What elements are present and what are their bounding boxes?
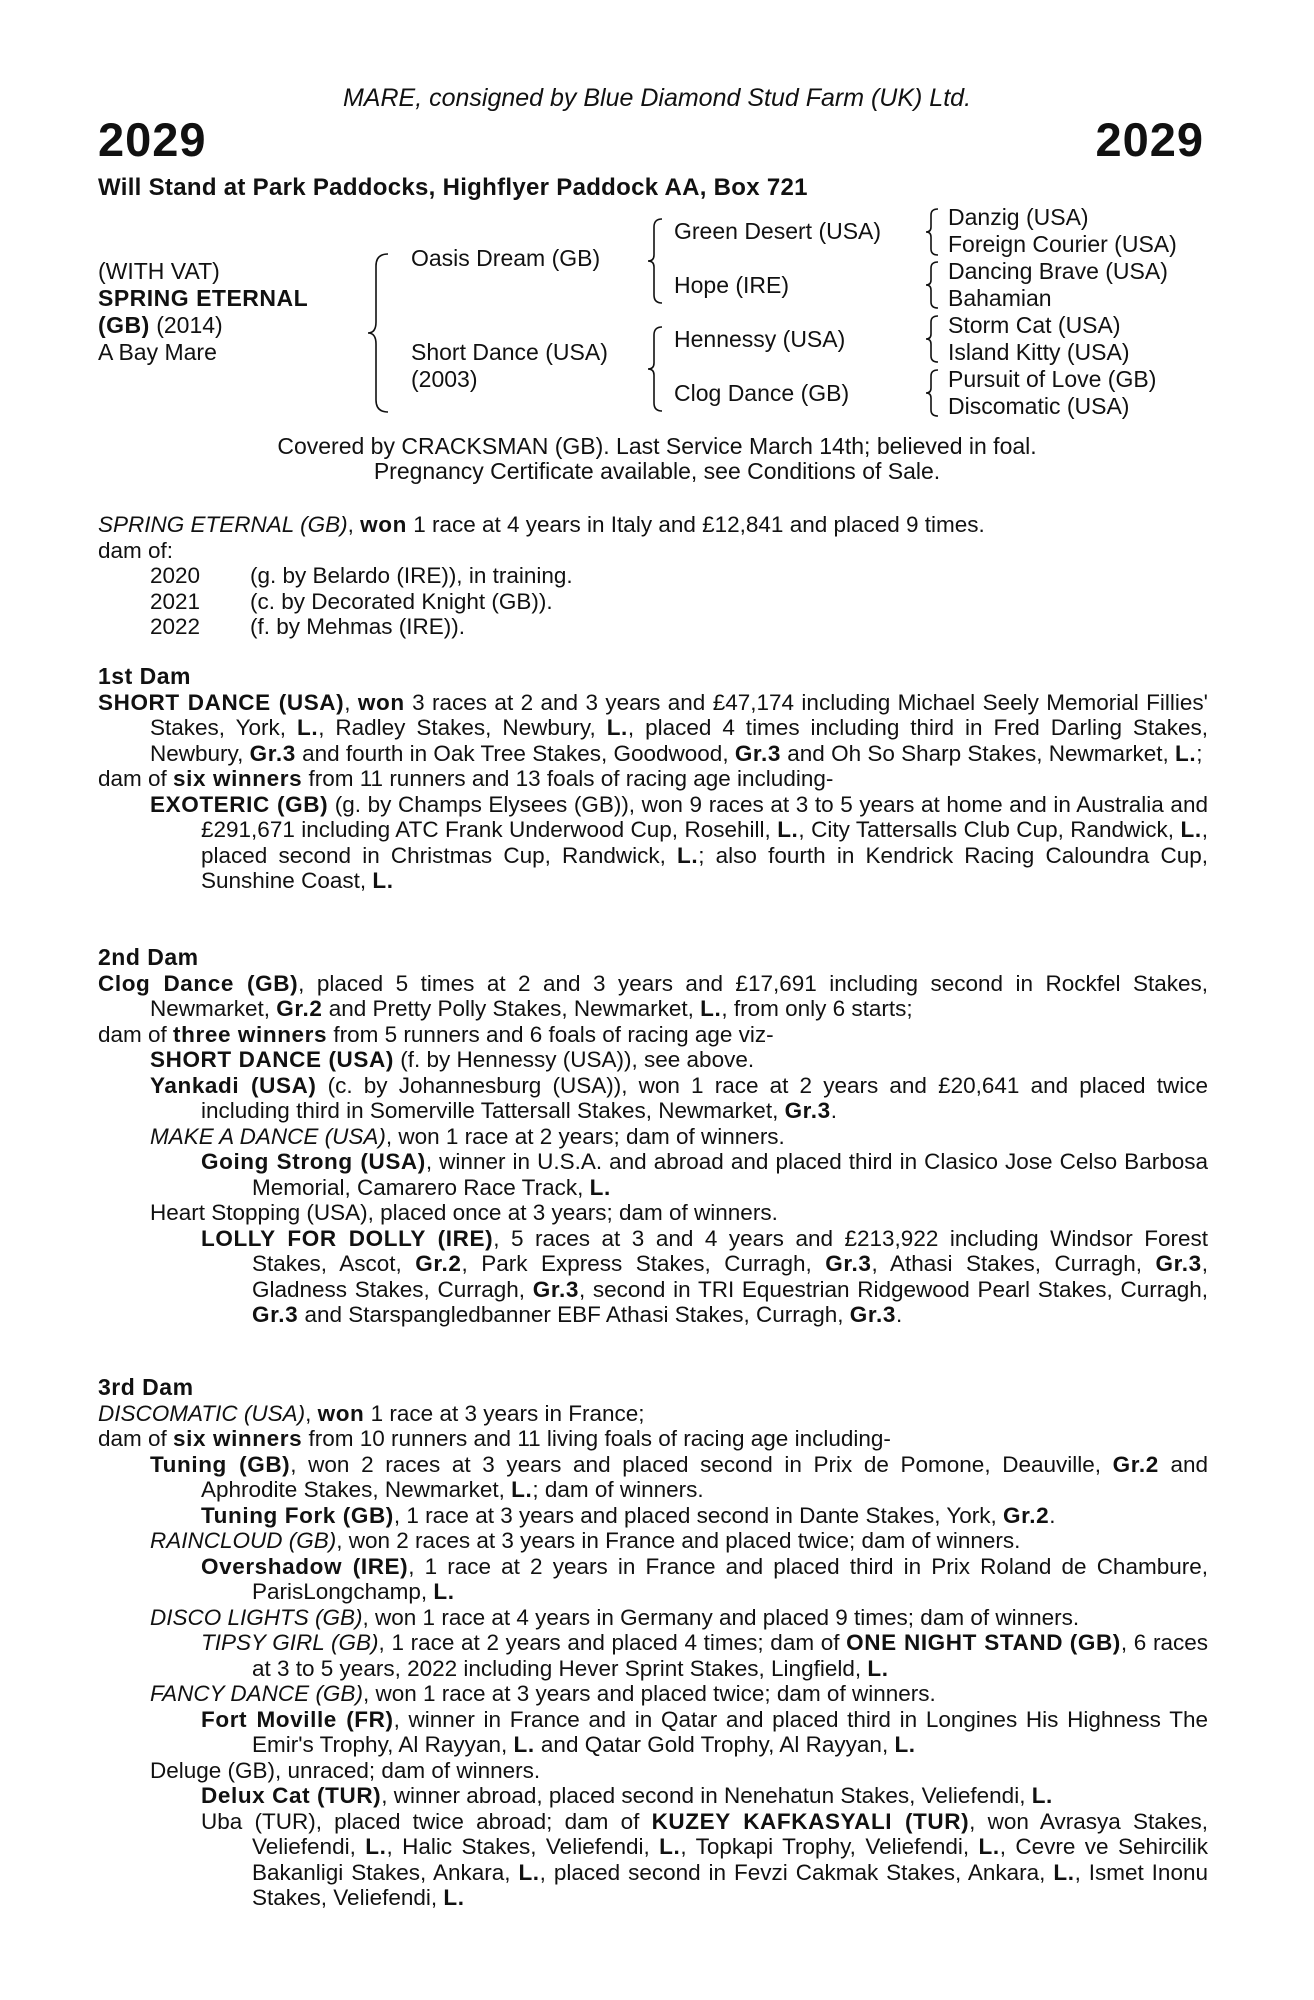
text-run: L. [659,1834,681,1859]
text-run: dam of [98,766,174,791]
sire-sire: Green Desert (USA) [674,218,882,244]
text-run: , from only 6 starts; [721,996,913,1021]
text-run: L. [589,1174,611,1200]
text-run: , 6 races at 3 to 5 years, 2022 including Hever Sprint Stakes, Lingfield, [252,1630,1208,1681]
text-run: L. [1053,1859,1075,1885]
text-run: Uba (TUR), placed twice abroad; dam of [201,1808,652,1834]
consignor-line: MARE, consigned by Blue Diamond Stud Farm (UK) Ltd. [342,84,972,112]
first-dam-section [98,664,1208,894]
text-run: Gr.3 [734,740,782,766]
text-run: SHORT DANCE (USA) [98,689,345,715]
second-dam-produce-summary [98,1022,1208,1048]
text-run: , winner in France and in Qatar and placed third in Longines His [393,1706,1059,1732]
first-dam-produce-summary [98,766,1208,792]
text-run: L. [867,1655,889,1681]
text-run: DISCO LIGHTS (GB) [150,1604,363,1630]
text-run: and fourth in Oak Tree Stakes, Goodwood, [295,740,735,766]
text-run: Heart Stopping (USA), placed once at 3 years; dam of winners. [150,1200,778,1225]
vat-note: (WITH VAT) [98,258,220,284]
first-dam-heading: 1st Dam [98,663,191,689]
text-run: L. [513,1732,535,1757]
third-dam-line [98,1401,1208,1427]
text-run: won [317,1400,365,1426]
produce-text: (c. by Decorated Knight (GB)). [250,588,553,614]
text-run: , 5 races at 3 and 4 years and £213,922 including Windsor [493,1225,1133,1251]
text-run: dam of [98,1021,174,1047]
text-run: Curragh, [1054,1251,1156,1276]
text-run: from 5 runners and 6 foals of racing age viz- [327,1021,774,1047]
ggd-dds: Pursuit of Love (GB) [948,366,1157,392]
text-run: , 1 race at 2 years and placed 4 times; dam of [378,1630,847,1655]
dam-year: (2003) [411,366,478,392]
text-run: L. [1031,1783,1053,1808]
dam-name [411,339,608,393]
text-run: Stakes, Curragh, [674,1302,850,1327]
brace-gd3 [924,314,942,364]
produce-short-dance [98,1047,1208,1073]
second-dam-section [98,945,1208,1328]
text-run: Ridgewood Pearl Stakes, Curragh, [857,1276,1208,1302]
text-run: won [357,689,405,715]
dam-dam: Clog Dance (GB) [674,380,850,406]
text-run: . [1049,1502,1056,1528]
second-dam-heading: 2nd Dam [98,944,199,970]
text-run: Gr.3 [784,1098,831,1123]
racing-summary: 1 race at 4 years in Italy and £12,841 and placed 9 times. [406,512,985,537]
produce-tuning [98,1452,1208,1503]
text-run: Gr.3 [249,740,296,766]
text-run: Australia and £291,671 including ATC Frank Underwood Cup, Rosehill, [201,791,1208,842]
text-run: L. [894,1732,916,1757]
text-run: (g. by Champs Elysees (GB)), won 9 races at 3 to 5 years at home and in [328,791,1071,817]
text-run: , winner abroad, placed second in Nenehatun Stakes, Veliefendi, [381,1783,1032,1808]
text-run: six winners [173,1426,303,1451]
sire-name: Oasis Dream (GB) [411,245,601,271]
text-run: , City [798,817,850,842]
text-run: Gr.2 [276,996,323,1021]
lot-number-left: 2029 [98,113,207,166]
text-run: L. [1174,740,1197,766]
text-run: Tattersalls Club Cup, Randwick, [855,817,1181,842]
text-run: Oh So Sharp Stakes, Newmarket, [831,740,1175,766]
text-run: FANCY DANCE (GB) [150,1681,363,1706]
ggd-sss: Danzig (USA) [948,204,1089,230]
text-run: , won 1 race at 3 years and placed twice; dam of winners. [362,1681,936,1706]
text-run: L. [365,1834,387,1859]
text-run: Yankadi (USA) [150,1072,317,1098]
produce-list [150,563,573,640]
text-run: ; also [698,842,757,868]
text-run: Delux Cat (TUR) [201,1783,382,1808]
covering-line: Covered by CRACKSMAN (GB). Last Service March 14th; believed in foal. [277,433,1037,459]
text-run: , won 1 race at 2 years; dam of winners. [385,1123,785,1149]
text-run: Going Strong (USA) [201,1149,426,1174]
text-run: , Halic Stakes, Veliefendi, [386,1834,660,1859]
text-run: SHORT DANCE (USA) [150,1047,394,1072]
text-run: L. [518,1859,540,1885]
text-run: Overshadow (IRE) [201,1553,409,1579]
text-run: , won 2 races at 3 years in France and placed twice; dam of winners. [336,1528,1021,1553]
text-run: LOLLY FOR DOLLY (IRE) [201,1225,494,1251]
text-run: L. [296,715,319,740]
text-run: (GB) [1069,1630,1121,1655]
text-run: , winner in U.S.A. and abroad and placed third in Clasico Jose [425,1149,1053,1174]
third-dam-heading: 3rd Dam [98,1374,194,1400]
dam-of-label: dam of: [98,537,174,563]
produce-fort-moville [98,1707,1208,1758]
produce-overshadow [98,1554,1208,1605]
text-run: , second in TRI Equestrian [578,1276,850,1302]
dam-name-line1: Short Dance (USA) [411,339,608,365]
text-run: , Cevre ve Sehircilik Bakanligi Stakes, Ankara, [252,1834,1208,1885]
produce-lolly-for-dolly [98,1226,1208,1328]
text-run: Stakes, Newmarket, [150,970,1208,1021]
produce-tipsy-girl [98,1630,1208,1681]
produce-make-a-dance [98,1124,1208,1150]
text-run: and [781,740,825,766]
text-run: Avrasya Stakes, Veliefendi, [252,1808,1208,1859]
produce-yankadi [98,1073,1208,1124]
text-run: L. [372,868,394,893]
text-run: Gr.2 [1112,1451,1159,1477]
produce-row [150,589,573,615]
brace-gd4 [924,368,942,418]
ggd-ddd: Discomatic (USA) [948,393,1130,419]
horse-year: (2014) [149,312,223,338]
brace-dam [646,325,666,413]
horse-name: SPRING ETERNAL [98,285,309,311]
text-run: dam of [98,1426,174,1451]
text-run: and Pretty Polly Stakes, Newmarket, [322,996,701,1021]
produce-fancy-dance [98,1681,1208,1707]
text-run: Highness The Emir's Trophy, Al Rayyan, [252,1706,1208,1757]
text-run: , [344,689,358,715]
ggd-sdd: Bahamian [948,285,1052,311]
brace-gd2 [924,260,942,310]
text-run: EXOTERIC (GB) [150,791,329,817]
text-run: Gr.3 [825,1251,872,1276]
produce-year: 2021 [150,588,201,614]
text-run: from 10 runners and 11 living foals of racing age including- [302,1426,891,1451]
text-run: L. [433,1579,455,1604]
second-dam-para [98,971,1208,1022]
text-run: ONE NIGHT STAND [846,1630,1064,1655]
text-run: , Radley Stakes, Newbury, [318,715,607,740]
text-run: Tuning Fork (GB) [201,1502,394,1528]
ggd-ssd: Foreign Courier (USA) [948,231,1177,257]
produce-going-strong [98,1149,1208,1200]
text-run: 1 race at 3 years in France; [364,1400,645,1426]
text-run: ; [1196,740,1203,766]
text-run: Tuning (GB) [150,1451,291,1477]
text-run: , won [969,1808,1029,1834]
text-run: from 11 runners and 13 foals of racing age including- [302,766,834,791]
text-run: TIPSY GIRL (GB) [201,1630,379,1655]
brace-sire [646,217,666,305]
pregnancy-line: Pregnancy Certificate available, see Conditions of Sale. [373,458,941,484]
text-run: L. [511,1477,533,1502]
text-run: , placed 5 times at 2 and 3 years and £17,691 including second in Rockfel [298,970,1121,996]
horse-name-italic: SPRING ETERNAL (GB) [98,512,348,537]
text-run: . [895,1302,903,1327]
text-run: , Athasi Stakes, [871,1251,1042,1276]
text-run: L. [777,817,799,842]
produce-heart-stopping [98,1200,1208,1226]
text-run: . [830,1098,838,1123]
first-dam-para [98,690,1208,767]
text-run: placed twice including third in Somerville Tattersall Stakes, Newmarket, [201,1072,1208,1123]
text-run: L. [700,996,722,1021]
produce-uba [98,1809,1208,1911]
ggd-sds: Dancing Brave (USA) [948,258,1168,284]
text-run: , Park Express Stakes, Curragh, [461,1251,826,1276]
produce-text: (g. by Belardo (IRE)), in training. [250,563,573,588]
text-run: Celso Barbosa Memorial, Camarero Race Track, [252,1149,1208,1200]
text-run: , 1 race at 2 years in France and placed third in Prix Roland de [408,1553,1087,1579]
produce-year: 2020 [150,563,201,588]
third-dam-produce-summary [98,1426,1208,1452]
standing-location: Will Stand at Park Paddocks, Highflyer Paddock AA, Box 721 [98,174,808,201]
text-run: RAINCLOUD (GB) [150,1528,337,1553]
text-run: , Topkapi Trophy, [680,1834,856,1859]
text-run: (f. by Hennessy (USA)), see above. [393,1047,755,1072]
text-run: six winners [173,766,303,791]
text-run: L. [1180,817,1202,842]
text-run: MAKE A DANCE (USA) [150,1123,386,1149]
text-run: and Starspangledbanner EBF Athasi [298,1302,669,1327]
text-run: L. [443,1885,465,1910]
text-run: Clog Dance (GB) [98,970,299,996]
produce-row [150,614,573,640]
text-run: and Aphrodite Stakes, Newmarket, [201,1451,1208,1502]
text-run: L. [677,842,699,868]
produce-raincloud [98,1528,1208,1554]
text-run: , Ismet Inonu Stakes, Veliefendi, [252,1859,1208,1910]
text-run: Fevzi Cakmak Stakes, Ankara, [734,1859,1054,1885]
text-run: , placed 4 times including third [627,715,955,740]
brace-gd1 [924,207,942,257]
produce-delux-cat [98,1783,1208,1809]
text-run: in Fred Darling Stakes, Newbury, [150,715,1208,766]
text-run: (c. by Johannesburg (USA)), won 1 race at 2 years and £20,641 and [316,1072,1069,1098]
text-run: Gr.3 [849,1302,896,1327]
produce-tuning-fork [98,1503,1208,1529]
text-run: Memorial Fillies' Stakes, York, [150,689,1208,740]
text-run: , won 1 race at 4 years in Germany and placed 9 times; dam of winners. [362,1604,1080,1630]
ggd-dsd: Island Kitty (USA) [948,339,1130,365]
text-run: , won 2 races at 3 years and placed second in Prix de Pomone, Deauville, [290,1451,1101,1477]
ggd-dss: Storm Cat (USA) [948,312,1121,338]
text-run: Chambure, ParisLongchamp, [252,1553,1208,1604]
text-run: and Qatar Gold Trophy, Al Rayyan, [534,1732,895,1757]
text-run: three winners [173,1021,328,1047]
text-run: Gr.2 [415,1251,462,1276]
text-run: L. [606,715,628,740]
text-run: fourth in Kendrick Racing Caloundra Cup, Sunshine Coast, [201,842,1209,893]
text-run: Gr.2 [1003,1502,1050,1528]
produce-deluge [98,1758,1208,1784]
text-run: DISCOMATIC (USA) [98,1400,306,1426]
produce-row [150,563,573,589]
text-run: , placed second in Christmas Cup, Randwick, [201,817,1208,868]
text-run: Gr.3 [252,1302,299,1327]
text-run: , placed second in [539,1859,727,1885]
produce-exoteric [98,792,1208,894]
third-dam-section [98,1375,1208,1911]
covering-info [0,434,1314,484]
text-run: Gr.3 [1155,1251,1202,1276]
produce-year: 2022 [150,614,201,639]
text-run: , Gladness Stakes, Curragh, [252,1251,1208,1302]
text-run: Veliefendi, [865,1834,979,1859]
text-run: Fort Moville (FR) [201,1706,394,1732]
text-run: Forest Stakes, Ascot, [252,1225,1208,1276]
produce-disco-lights [98,1605,1208,1631]
pedigree-brace-main [366,250,396,416]
text-run: Gr.3 [532,1276,579,1302]
text-run: Deluge (GB), unraced; dam of winners. [150,1757,541,1783]
sire-dam: Hope (IRE) [674,272,790,298]
dam-sire: Hennessy (USA) [674,326,846,352]
horse-block [98,258,308,366]
produce-text: (f. by Mehmas (IRE)). [250,614,466,639]
text-run: L. [978,1834,1000,1859]
text-run: KUZEY KAFKASYALI (TUR) [651,1808,970,1834]
horse-country: (GB) [98,312,150,338]
text-run: , 1 race at 3 years and placed second in Dante Stakes, York, [393,1502,1004,1528]
horse-description: A Bay Mare [98,339,217,365]
text-run: , [305,1400,318,1426]
racing-record: SPRING ETERNAL (GB), won 1 race at 4 years in Italy and £12,841 and placed 9 times. dam of: [98,512,1208,563]
lot-number-right: 2029 [1095,113,1204,166]
text-run: 3 races at 2 and 3 years and £47,174 including Michael Seely [404,689,1039,715]
text-run: ; dam of winners. [532,1477,704,1502]
won-label: won [360,512,407,537]
